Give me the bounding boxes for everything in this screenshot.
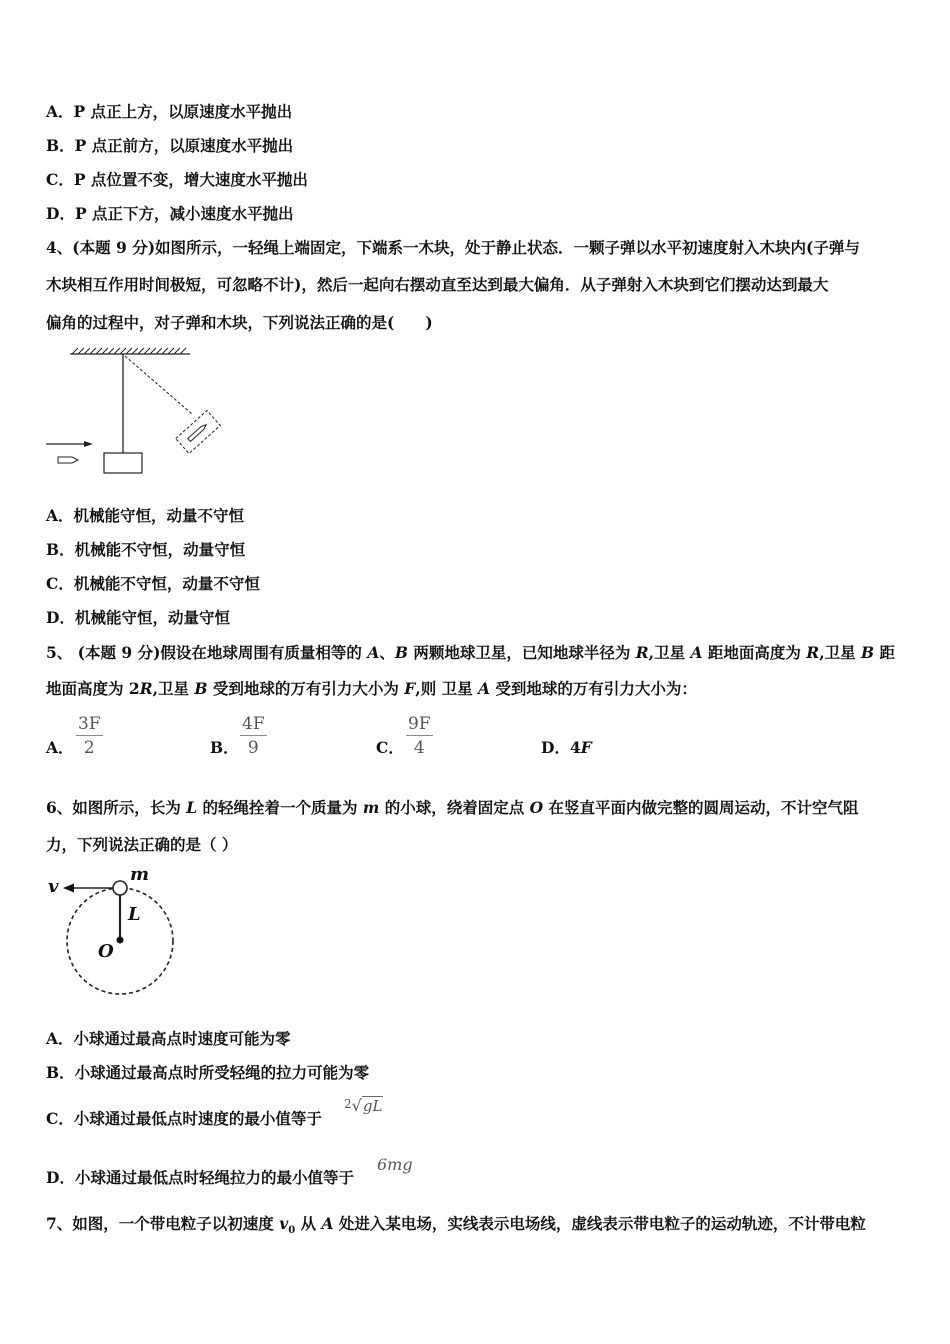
text-run: ,则 卫星 [415, 679, 478, 698]
q5-stem-line-2 [46, 678, 697, 700]
option-text: 小球通过最低点时轻绳拉力的最小值等于 [74, 1168, 354, 1187]
var-a: A [321, 1214, 334, 1233]
q7-stem-line-1 [46, 1213, 866, 1242]
text-run: ,卫星 [152, 679, 195, 698]
q5-option-d [541, 737, 592, 759]
coefficient: 2 [344, 1097, 352, 1111]
text-run: 在竖直平面内做完整的圆周运动，不计空气阻 [543, 798, 859, 817]
q3-option-d [46, 203, 294, 225]
option-letter: C． [46, 170, 74, 189]
option-text: P 点正前方，以原速度水平抛出 [74, 136, 294, 155]
text-run: 6、如图所示，长为 [46, 798, 187, 817]
option-text: P 点位置不变，增大速度水平抛出 [73, 170, 308, 189]
length-label: L [128, 904, 141, 925]
text-run: 距地面高度为 [702, 643, 807, 662]
text-run: 处进入某电场，实线表示电场线，虚线表示带电粒子的运动轨迹，不计带电粒 [333, 1214, 866, 1233]
text-run: 的小球，绕着固定点 [379, 798, 530, 817]
q5-option-c-letter: C． [376, 738, 404, 757]
denominator: 4 [413, 738, 425, 758]
option-letter: D． [541, 738, 570, 757]
q5-option-a-fraction [76, 714, 103, 758]
option-letter: A． [46, 1029, 74, 1048]
var-v: v [279, 1214, 289, 1233]
var-f: F [580, 738, 592, 757]
q5-stem-line-1 [46, 642, 895, 664]
var-b: B [860, 643, 875, 662]
sqrt-icon: √ [351, 1096, 362, 1115]
velocity-label: v [48, 876, 59, 897]
denominator: 2 [83, 738, 95, 758]
option-value: 4 [569, 738, 581, 757]
var-a: A [690, 643, 703, 662]
q4-stem-line-1: 4、(本题 9 分)如图所示，一轻绳上端固定，下端系一木块，处于静止状态．一颗子弹以水平初速度射入木块内(子弹与 [46, 238, 860, 257]
numerator: 9F [408, 714, 431, 734]
q6-option-c [46, 1108, 322, 1130]
option-letter: B． [46, 1063, 75, 1082]
q4-stem-line-2: 木块相互作用时间极短，可忽略不计)，然后一起向右摆动直至达到最大偏角．从子弹射入木块到它们摆动达到最大 [46, 275, 829, 294]
option-letter: C． [46, 574, 74, 593]
q4-option-c [46, 573, 260, 595]
q6-option-d-formula: 6mg [377, 1155, 413, 1174]
q6-stem-line-2: 力，下列说法正确的是（ ） [46, 835, 238, 854]
numerator: 4F [242, 714, 265, 734]
option-letter: A． [46, 506, 74, 525]
option-text: 小球通过最高点时所受轻绳的拉力可能为零 [74, 1063, 370, 1082]
var-r: R [806, 643, 820, 662]
option-text: 机械能不守恒，动量守恒 [74, 540, 246, 559]
q3-option-b [46, 135, 293, 157]
text-run: 、 [379, 643, 395, 662]
denominator: 9 [247, 738, 259, 758]
q3-option-a [46, 101, 292, 123]
var-a: A [478, 679, 491, 698]
option-text: P 点正上方，以原速度水平抛出 [73, 102, 293, 121]
q4-stem-line-3: 偏角的过程中，对子弹和木块，下列说法正确的是( ) [46, 313, 433, 332]
option-letter: D． [46, 204, 75, 223]
q6-option-d [46, 1167, 354, 1189]
var-m: m [362, 798, 380, 817]
text-run: ,卫星 [819, 643, 861, 662]
option-letter: B． [46, 540, 75, 559]
option-letter: B． [46, 136, 75, 155]
option-text: 小球通过最低点时速度的最小值等于 [73, 1109, 322, 1128]
q5-option-b-fraction [240, 714, 267, 758]
mass-label: m [130, 864, 150, 885]
q6-stem-line-1 [46, 797, 859, 819]
var-b: B [194, 679, 208, 698]
q6-option-c-formula [344, 1096, 383, 1115]
text-run: 地面高度为 2 [46, 679, 140, 698]
text-run: 两颗地球卫星，已知地球半径为 [407, 643, 636, 662]
center-label: O [98, 941, 114, 962]
q5-option-a-letter: A． [46, 738, 74, 757]
q6-option-a [46, 1028, 291, 1050]
q5-option-c-fraction [406, 714, 433, 758]
text-run: ,卫星 [648, 643, 691, 662]
radicand: gL [362, 1097, 383, 1115]
option-text: P 点正下方，减小速度水平抛出 [74, 204, 294, 223]
option-letter: D． [46, 1168, 75, 1187]
text-run: 7、如图，一个带电粒子以初速度 [46, 1214, 280, 1233]
var-b: B [394, 643, 408, 662]
option-text: 机械能守恒，动量不守恒 [73, 506, 245, 525]
q4-option-d [46, 607, 230, 629]
q6-circular-motion-figure [40, 862, 190, 1002]
var-r: R [139, 679, 153, 698]
text-run: 从 [295, 1214, 322, 1233]
q3-option-c [46, 169, 308, 191]
text-run: 的轻绳拴着一个质量为 [197, 798, 363, 817]
var-a: A [367, 643, 380, 662]
q5-option-b-letter: B． [210, 738, 239, 757]
option-text: 小球通过最高点时速度可能为零 [73, 1029, 291, 1048]
var-r: R [635, 643, 649, 662]
text-run: 5、 (本题 9 分)假设在地球周围有质量相等的 [46, 643, 368, 662]
option-letter: C． [46, 1109, 74, 1128]
text-run: 受到地球的万有引力大小为 [207, 679, 405, 698]
var-f: F [404, 679, 416, 698]
q6-option-b [46, 1062, 369, 1084]
option-text: 机械能不守恒，动量不守恒 [73, 574, 260, 593]
var-o: O [529, 798, 544, 817]
numerator: 3F [78, 714, 101, 734]
option-text: 机械能守恒，动量守恒 [74, 608, 230, 627]
var-l: L [186, 798, 198, 817]
text-run: 受到地球的万有引力大小为： [490, 679, 697, 698]
subscript: 0 [288, 1225, 296, 1237]
text-run: 距 [874, 643, 895, 662]
option-letter: A． [46, 102, 74, 121]
q4-option-a [46, 505, 244, 527]
option-letter: D． [46, 608, 75, 627]
q4-option-b [46, 539, 245, 561]
q4-pendulum-figure [40, 340, 200, 480]
